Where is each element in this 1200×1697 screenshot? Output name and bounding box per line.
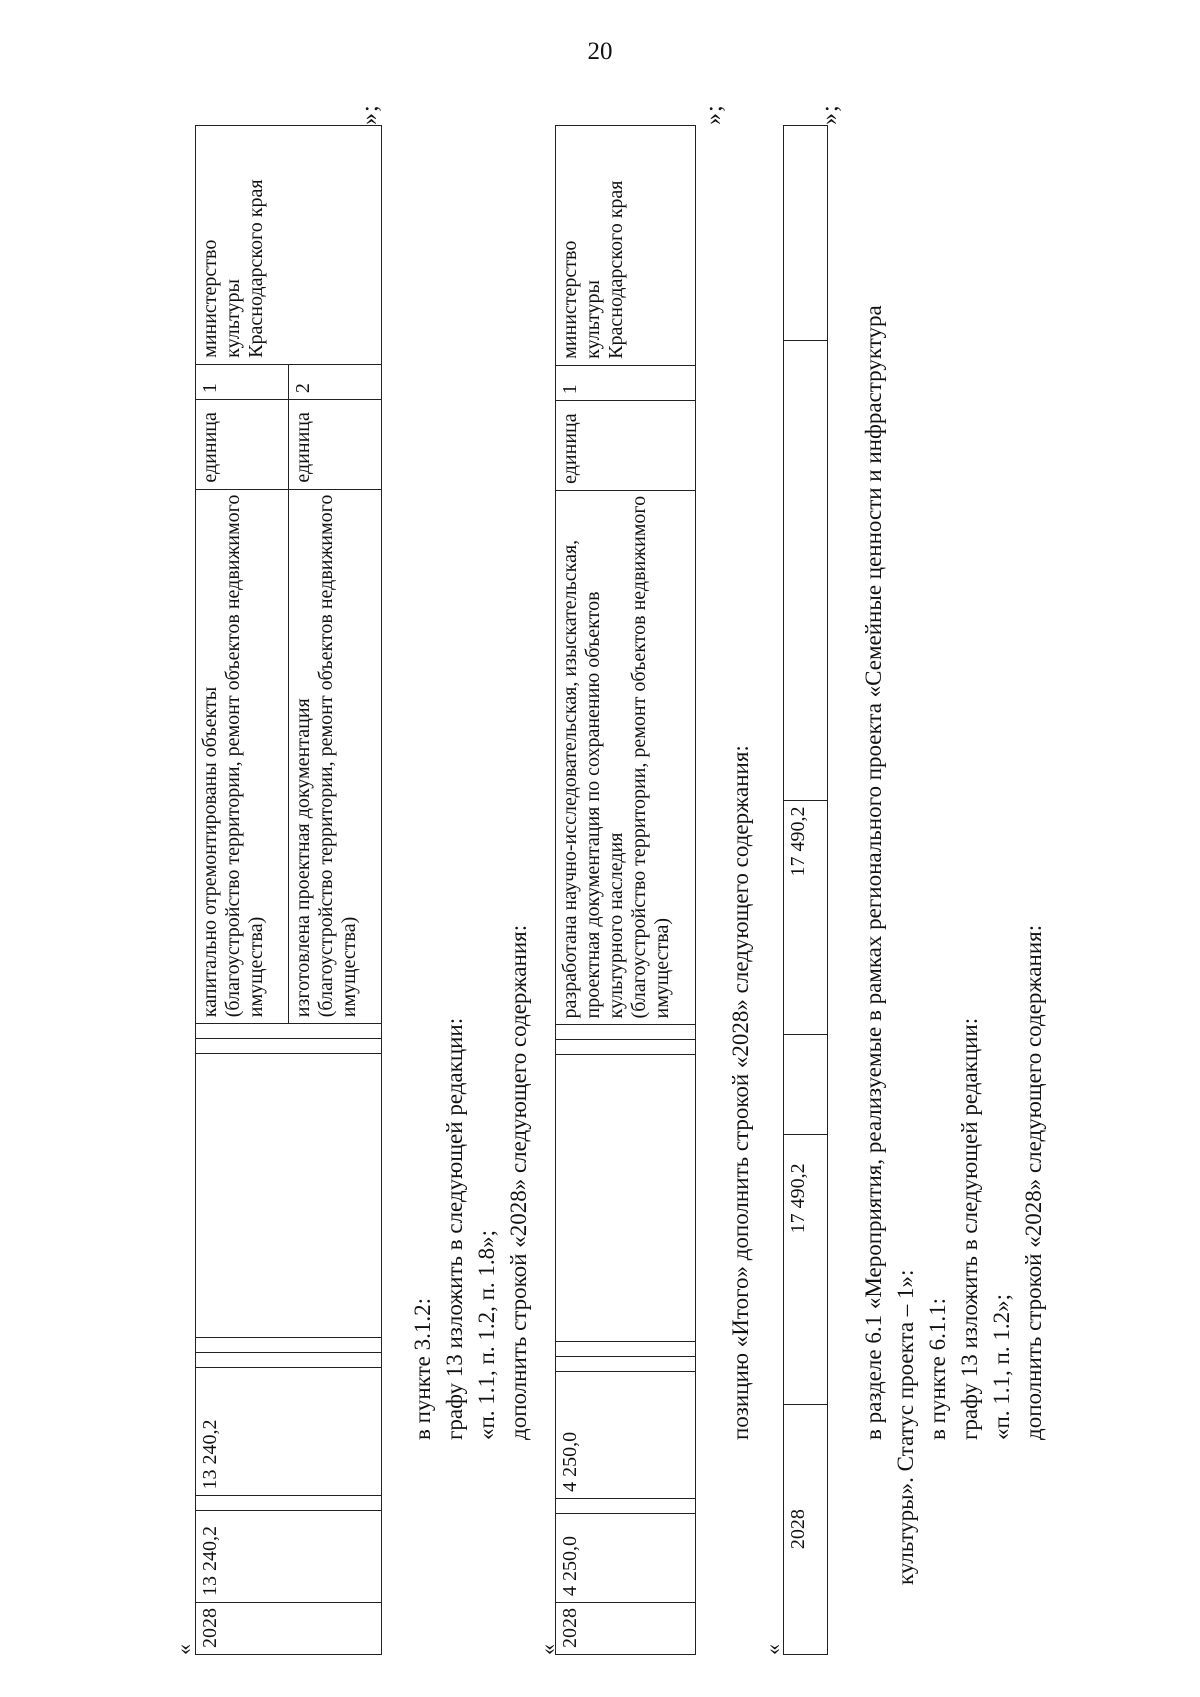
- paragraph-line: в разделе 6.1 «Мероприятия, реализуемые в рамках регионального проекта «Семейные ценности и инфраструктура: [861, 305, 886, 1440]
- paragraph-section-6-1: [858, 305, 1050, 1585]
- table-row: [784, 126, 828, 1655]
- paragraph-line: дополнить строкой «2028» следующего содержания:: [1021, 924, 1046, 1440]
- paragraph-3-1-2: [407, 925, 535, 1440]
- description-line: разработана научно-исследовательская, изыскательская,: [559, 539, 581, 1019]
- responsible-line: Краснодарского края: [245, 179, 267, 358]
- responsible-line: министерство: [559, 240, 581, 359]
- closing-quote: »;: [357, 104, 383, 125]
- table-row: [196, 126, 289, 1655]
- paragraph-line: графу 13 изложить в следующей редакции:: [957, 1017, 982, 1440]
- empty-cell: [556, 1357, 696, 1372]
- result-description-cell: [196, 489, 289, 1024]
- year-cell: 2028: [196, 1603, 382, 1655]
- year-cell: 2028: [556, 1603, 696, 1655]
- description-line: имущества): [338, 916, 360, 1018]
- empty-cell: [556, 1040, 696, 1055]
- amount-cell: 13 240,2: [196, 1367, 382, 1496]
- empty-cell: [556, 1025, 696, 1040]
- description-line: (благоустройство территории, ремонт объектов недвижимого: [222, 494, 244, 1018]
- table-itogo: [783, 125, 828, 1655]
- closing-quote: »;: [701, 104, 727, 125]
- result-description-cell: [556, 490, 696, 1025]
- description-line: изготовлена проектная документация: [292, 698, 314, 1018]
- description-line: капитально отремонтированы объекты: [199, 686, 221, 1018]
- empty-cell: [196, 1054, 382, 1338]
- amount-cell: 4 250,0: [556, 1513, 696, 1602]
- empty-cell: [196, 1024, 382, 1039]
- responsible-line: Краснодарского края: [605, 180, 627, 359]
- unit-cell: единица: [289, 400, 382, 490]
- amount-cell: 13 240,2: [196, 1511, 382, 1603]
- unit-cell: единица: [196, 400, 289, 490]
- rotated-content: [165, 15, 1200, 1655]
- opening-quote: «: [760, 1644, 785, 1655]
- quantity-cell: 2: [289, 364, 382, 399]
- empty-cell: [196, 1352, 382, 1367]
- result-description-cell: [289, 489, 382, 1024]
- responsible-cell: [556, 126, 696, 366]
- page-number: 20: [587, 38, 613, 65]
- empty-cell: [784, 340, 828, 800]
- paragraph-line: «п. 1.1, п. 1.2, п. 1.8»;: [474, 1229, 499, 1440]
- year-cell: 2028: [784, 1405, 828, 1655]
- empty-cell: [784, 1035, 828, 1135]
- empty-cell: [784, 126, 828, 341]
- description-line: проектная документация по сохранению объектов: [582, 591, 604, 1019]
- quantity-cell: 1: [196, 364, 289, 399]
- responsible-cell: [196, 126, 382, 365]
- responsible-line: культуры: [582, 280, 604, 359]
- empty-cell: [196, 1496, 382, 1511]
- table-section-3-1-2: [555, 125, 696, 1655]
- paragraph-line: «п. 1.1, п. 1.2»;: [989, 1293, 1014, 1440]
- description-line: (благоустройство территории, ремонт объектов недвижимого: [315, 494, 337, 1018]
- closing-quote: »;: [817, 104, 843, 125]
- paragraph-line: графу 13 изложить в следующей редакции:: [442, 1017, 467, 1440]
- paragraph-itogo: позицию «Итого» дополнить строкой «2028» следующего содержания:: [728, 745, 753, 1440]
- responsible-line: министерство: [199, 239, 221, 358]
- responsible-line: культуры: [222, 279, 244, 358]
- paragraph-line: в пункте 3.1.2:: [410, 1298, 435, 1440]
- description-line: (благоустройство территории, ремонт объектов недвижимого: [628, 495, 650, 1019]
- opening-quote: «: [535, 1644, 560, 1655]
- paragraph-line: культуры». Статус проекта – 1»:: [893, 1269, 918, 1585]
- opening-quote: «: [171, 1644, 196, 1655]
- paragraph-line: в пункте 6.1.1:: [925, 1298, 950, 1440]
- amount-cell: 17 490,2: [784, 800, 828, 1035]
- paragraph-line: дополнить строкой «2028» следующего содержания:: [506, 924, 531, 1440]
- table-row: [556, 126, 696, 1655]
- description-line: культурного наследия: [605, 832, 627, 1019]
- empty-cell: [196, 1338, 382, 1353]
- empty-cell: [196, 1039, 382, 1054]
- empty-cell: [556, 1055, 696, 1342]
- amount-cell: 4 250,0: [556, 1372, 696, 1499]
- empty-cell: [556, 1342, 696, 1357]
- table-section-3-1-1: [195, 125, 382, 1655]
- description-line: имущества): [245, 916, 267, 1018]
- amount-cell: 17 490,2: [784, 1135, 828, 1405]
- unit-cell: единица: [556, 401, 696, 491]
- empty-cell: [556, 1498, 696, 1513]
- description-line: имущества): [651, 918, 673, 1019]
- quantity-cell: 1: [556, 365, 696, 400]
